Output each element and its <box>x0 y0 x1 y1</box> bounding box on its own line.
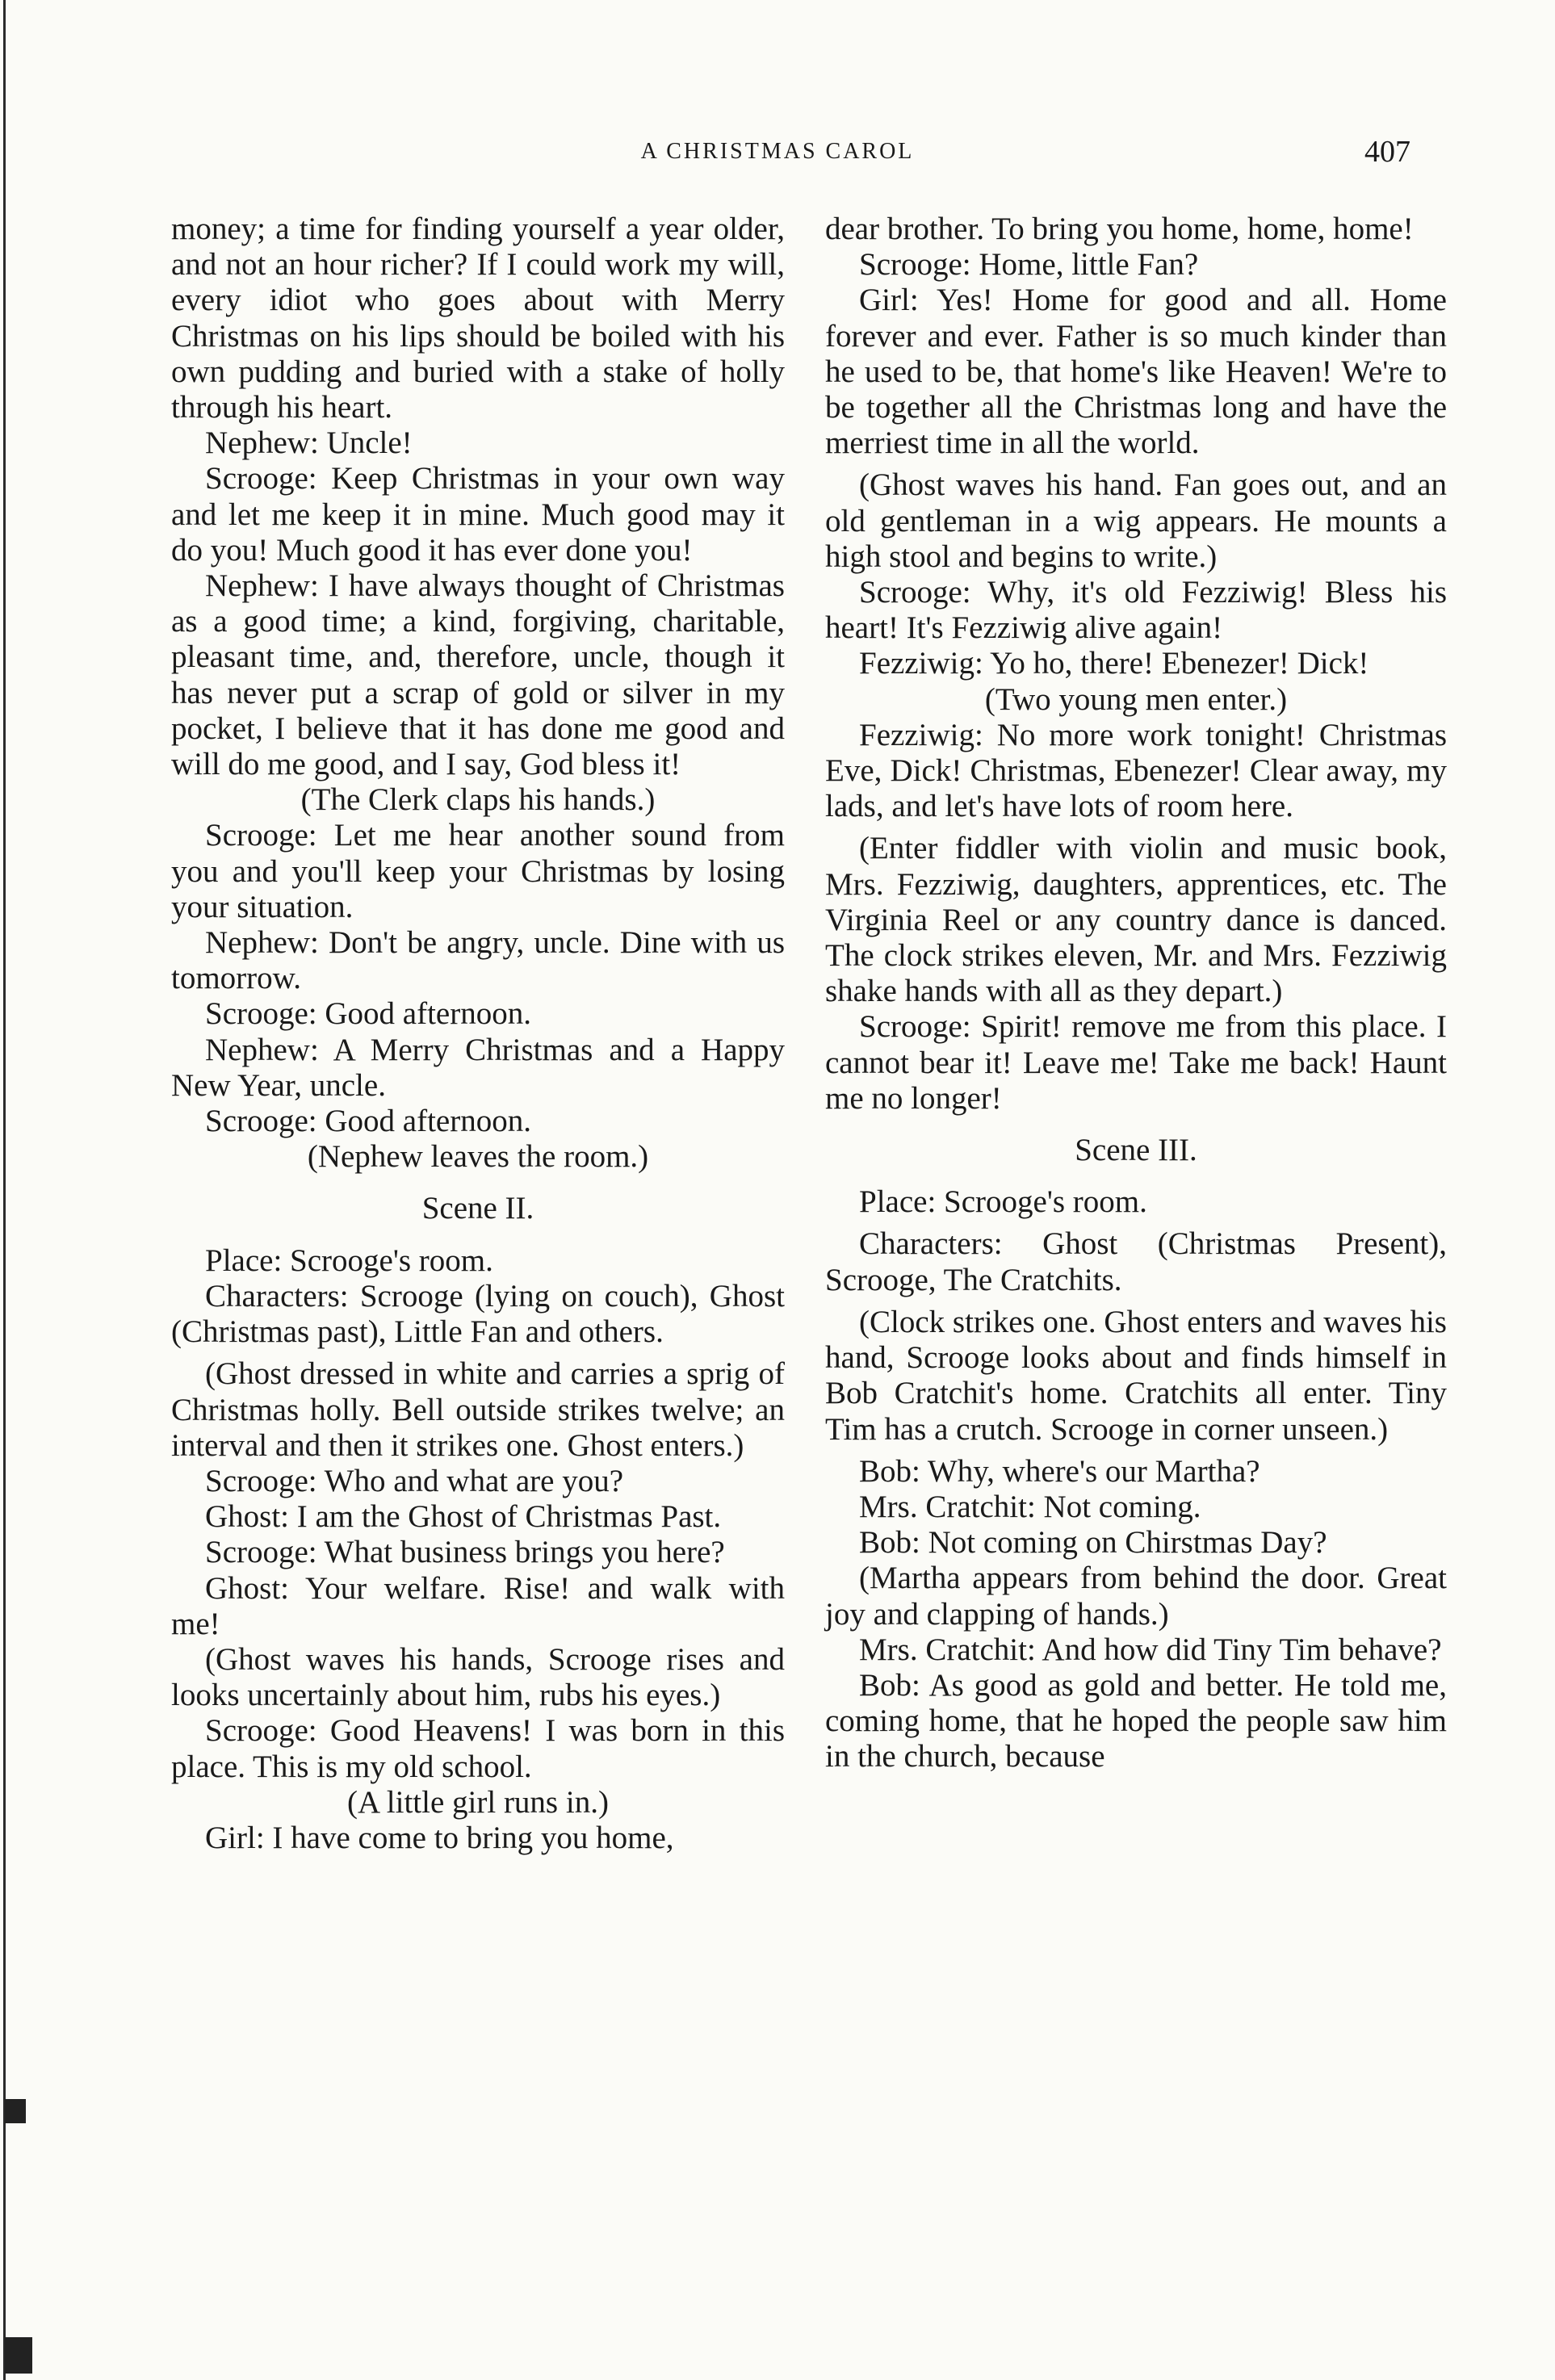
paragraph: (Martha appears from behind the door. Great joy and clapping of hands.) <box>825 1561 1447 1632</box>
right-column <box>825 212 1447 1775</box>
paragraph: Bob: Not coming on Chirstmas Day? <box>859 1525 1327 1561</box>
paragraph: Scrooge: Spirit! remove me from this place. I cannot bear it! Leave me! Take me back! Haunt me no longer! <box>825 1009 1447 1116</box>
scene-heading: Scene II. <box>421 1191 534 1226</box>
paragraph: Nephew: Uncle! <box>205 425 413 461</box>
paragraph: Nephew: Don't be angry, uncle. Dine with us tomorrow. <box>171 925 785 996</box>
paragraph: Scrooge: Who and what are you? <box>205 1463 624 1498</box>
paragraph: Scrooge: Home, little Fan? <box>859 247 1199 283</box>
paragraph: money; a time for finding yourself a year older, and not an hour richer? If I could work my will, every idiot who goes about with Merry Christmas on his lips should be boiled with his own pudding and buried with a stake of holly through his heart. <box>171 212 785 425</box>
paragraph: Bob: Why, where's our Martha? <box>859 1453 1260 1489</box>
paragraph: Mrs. Cratchit: And how did Tiny Tim behave? <box>859 1632 1442 1667</box>
left-column <box>171 212 785 1856</box>
paragraph: Scrooge: Good afternoon. <box>205 996 531 1032</box>
paragraph: Ghost: I am the Ghost of Christmas Past. <box>205 1499 722 1535</box>
page-number: 407 <box>1364 135 1410 169</box>
page-edge-line <box>3 0 6 2380</box>
paragraph: Place: Scrooge's room. <box>859 1184 1147 1220</box>
scene-heading: Scene III. <box>1075 1133 1197 1168</box>
paragraph: Scrooge: What business brings you here? <box>205 1535 725 1570</box>
edge-blot <box>5 2337 32 2374</box>
paragraph: Girl: Yes! Home for good and all. Home forever and ever. Father is so much kinder than he used to be, that home's like Heaven! We're to be together all the Christmas long and have the merriest time in all the world. <box>825 283 1447 461</box>
paragraph: Nephew: A Merry Christmas and a Happy New Year, uncle. <box>171 1032 785 1103</box>
paragraph: (Ghost waves his hands, Scrooge rises and looks uncertainly about him, rubs his eyes.) <box>171 1641 785 1713</box>
paragraph: dear brother. To bring you home, home, home! <box>825 212 1414 246</box>
paragraph: Scrooge: Keep Christmas in your own way and let me keep it in mine. Much good may it do you! Much good it has ever done you! <box>171 461 785 568</box>
paragraph: Bob: As good as gold and better. He told me, coming home, that he hoped the people saw him in the church, because <box>825 1667 1447 1775</box>
paragraph: (Ghost dressed in white and carries a sprig of Christmas holly. Bell outside strikes twelve; an interval and then it strikes one. Ghost enters.) <box>171 1356 785 1463</box>
paragraph: Characters: Scrooge (lying on couch), Ghost (Christmas past), Little Fan and others. <box>171 1278 785 1350</box>
paragraph: Scrooge: Good Heavens! I was born in this place. This is my old school. <box>171 1713 785 1784</box>
paragraph: Scrooge: Good afternoon. <box>205 1104 531 1139</box>
edge-blot <box>5 2099 26 2123</box>
running-title: A CHRISTMAS CAROL <box>640 139 915 164</box>
paragraph: Girl: I have come to bring you home, <box>205 1820 674 1855</box>
paragraph: Fezziwig: No more work tonight! Christmas Eve, Dick! Christmas, Ebenezer! Clear away, my lads, and let's have lots of room here. <box>825 717 1447 824</box>
stage-direction: (Nephew leaves the room.) <box>307 1139 649 1175</box>
paragraph: Place: Scrooge's room. <box>205 1242 493 1278</box>
paragraph: Nephew: I have always thought of Christmas as a good time; a kind, forgiving, charitable, pleasant time, and, therefore, uncle, though it has never put a scrap of gold or silver in my pocket, I believe that it has done me good and will do me good, and I say, God bless it! <box>171 568 785 782</box>
paragraph: (Clock strikes one. Ghost enters and waves his hand, Scrooge looks about and finds himself in Bob Cratchit's home. Cratchits all enter. Tiny Tim has a crutch. Scrooge in corner unseen.) <box>825 1304 1447 1447</box>
paragraph: Scrooge: Why, it's old Fezziwig! Bless his heart! It's Fezziwig alive again! <box>825 575 1447 646</box>
stage-direction: (A little girl runs in.) <box>347 1784 609 1820</box>
paragraph: Ghost: Your welfare. Rise! and walk with me! <box>171 1570 785 1641</box>
stage-direction: (Two young men enter.) <box>984 681 1288 717</box>
paragraph: Characters: Ghost (Christmas Present), Scrooge, The Cratchits. <box>825 1226 1447 1297</box>
paragraph: Fezziwig: Yo ho, there! Ebenezer! Dick! <box>859 646 1369 681</box>
paragraph: (Enter fiddler with violin and music book, Mrs. Fezziwig, daughters, apprentices, etc. The Virginia Reel or any country dance is danced. The clock strikes eleven, Mr. and Mrs. Fezziwig shake hands with all as they depart.) <box>825 831 1447 1009</box>
paragraph: (Ghost waves his hand. Fan goes out, and an old gentleman in a wig appears. He mounts a high stool and begins to write.) <box>825 467 1447 574</box>
stage-direction: (The Clerk claps his hands.) <box>300 782 656 818</box>
paragraph: Scrooge: Let me hear another sound from you and you'll keep your Christmas by losing your situation. <box>171 818 785 924</box>
paragraph: Mrs. Cratchit: Not coming. <box>859 1489 1201 1524</box>
